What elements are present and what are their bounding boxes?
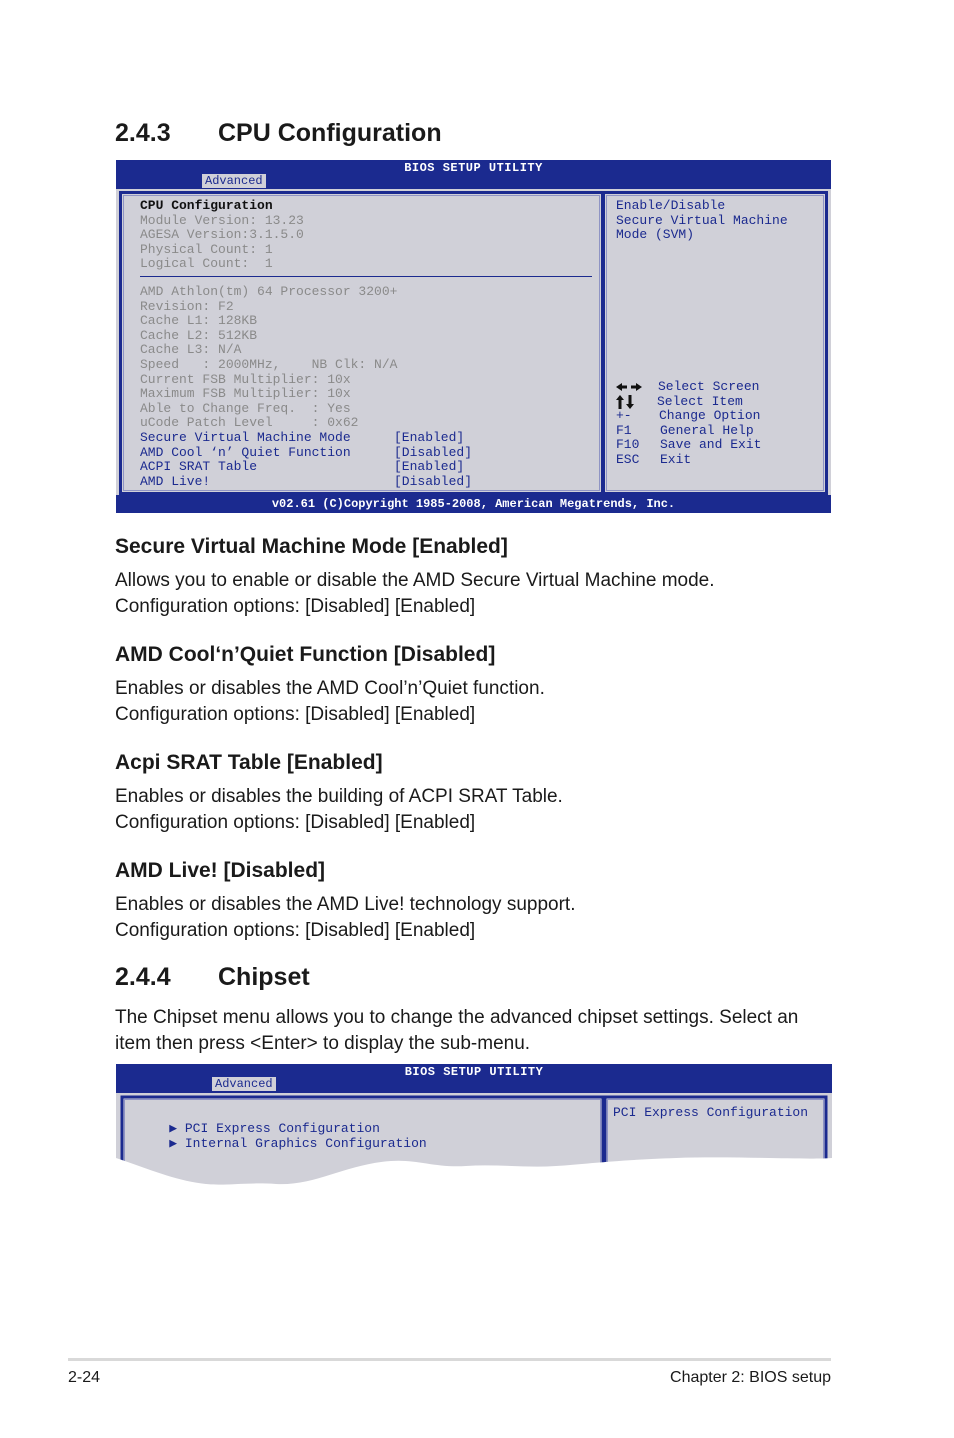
triangle-right-icon: ▶ <box>169 1121 185 1136</box>
info-line: Physical Count: 1 <box>140 241 273 257</box>
item-description-cool-n-quiet <box>115 676 835 728</box>
key-desc: Select Item <box>657 393 743 409</box>
key-desc: General Help <box>660 422 754 438</box>
cpu-line: Maximum FSB Multiplier: 10x <box>140 386 351 402</box>
bios-title: BIOS SETUP UTILITY <box>404 1065 544 1079</box>
item-heading-amd-live: AMD Live! [Disabled] <box>115 859 326 882</box>
cpu-config-header: CPU Configuration <box>140 198 273 213</box>
help-text: PCI Express Configuration <box>613 1105 809 1120</box>
option-value: [Enabled] <box>394 459 465 475</box>
item-heading-cool-n-quiet: AMD Cool‘n’Quiet Function [Disabled] <box>115 643 496 666</box>
cpu-line: Cache L1: 128KB <box>140 313 258 329</box>
chapter-label: Chapter 2: BIOS setup <box>670 1369 831 1386</box>
info-line: Module Version: 13.23 <box>140 212 304 228</box>
section-heading-chipset <box>115 963 310 992</box>
config-options-line: Configuration options: [Disabled] [Enabled] <box>115 704 476 725</box>
section-title: Chipset <box>218 963 310 991</box>
item-description-acpi-srat <box>115 784 835 836</box>
help-line: Mode (SVM) <box>616 227 695 243</box>
intro-line: The Chipset menu allows you to change the advanced chipset settings. Select an <box>115 1007 799 1028</box>
key-desc: Select Screen <box>658 379 760 394</box>
bios-help-panel <box>602 191 828 495</box>
config-options-line: Configuration options: [Disabled] [Enabled] <box>115 596 476 617</box>
bios-copyright: v02.61 (C)Copyright 1985-2008, American Megatrends, Inc. <box>116 495 831 513</box>
page-number: 2-24 <box>68 1369 101 1386</box>
description-line: Enables or disables the building of ACPI SRAT Table. <box>115 786 563 807</box>
cpu-line: Cache L3: N/A <box>140 342 242 358</box>
intro-line: item then press <Enter> to display the sub-menu. <box>115 1033 531 1054</box>
up-down-arrows-icon <box>616 395 646 409</box>
help-line: Secure Virtual Machine <box>616 212 788 228</box>
cpu-line: Cache L2: 512KB <box>140 327 258 343</box>
option-value: [Disabled] <box>394 444 473 460</box>
left-right-arrows-icon <box>616 380 646 394</box>
key-label: +- <box>616 408 632 424</box>
item-heading-svm: Secure Virtual Machine Mode [Enabled] <box>115 535 508 558</box>
chipset-intro <box>115 1005 845 1057</box>
description-line: Enables or disables the AMD Live! technology support. <box>115 894 576 915</box>
section-number: 2.4.3 <box>115 119 171 147</box>
triangle-right-icon: ▶ <box>169 1136 185 1151</box>
cpu-line: uCode Patch Level : 0x62 <box>140 415 359 431</box>
bios-tab-advanced[interactable]: Advanced <box>212 1077 276 1091</box>
bios-title-bar <box>116 160 831 189</box>
cpu-line: Current FSB Multiplier: 10x <box>140 371 351 387</box>
submenu-label: Internal Graphics Configuration <box>184 1136 427 1151</box>
option-value: [Enabled] <box>394 430 465 445</box>
item-description-svm <box>115 568 835 620</box>
key-desc: Save and Exit <box>660 437 762 453</box>
cpu-line: Revision: F2 <box>140 298 234 314</box>
footer-divider <box>68 1358 831 1361</box>
panel-divider <box>140 276 592 277</box>
item-description-amd-live <box>115 892 835 944</box>
submenu-label: PCI Express Configuration <box>184 1121 380 1136</box>
bios-screen-chipset <box>116 1064 832 1189</box>
option-label: AMD Live! <box>140 473 211 489</box>
option-label: AMD Cool ‘n’ Quiet Function <box>140 444 351 460</box>
bios-title: BIOS SETUP UTILITY <box>404 161 543 175</box>
bios-tab-advanced[interactable]: Advanced <box>202 174 266 188</box>
section-number: 2.4.4 <box>115 963 171 991</box>
config-options-line: Configuration options: [Disabled] [Enabled] <box>115 920 476 941</box>
option-label: Secure Virtual Machine Mode <box>140 430 351 445</box>
description-line: Allows you to enable or disable the AMD Secure Virtual Machine mode. <box>115 570 715 591</box>
info-line: Logical Count: 1 <box>140 256 273 272</box>
config-options-line: Configuration options: [Disabled] [Enabled] <box>115 812 476 833</box>
cpu-line: AMD Athlon(tm) 64 Processor 3200+ <box>140 284 398 299</box>
option-value: [Disabled] <box>394 473 473 489</box>
key-label: F1 <box>616 422 632 438</box>
cpu-line: Able to Change Freq. : Yes <box>140 400 351 416</box>
key-desc: Change Option <box>659 408 761 424</box>
key-desc: Exit <box>660 452 692 467</box>
bios-screen-cpu-configuration <box>116 160 831 513</box>
option-label: ACPI SRAT Table <box>140 459 258 475</box>
key-label: F10 <box>616 437 640 453</box>
item-heading-acpi-srat: Acpi SRAT Table [Enabled] <box>115 751 383 774</box>
info-line: AGESA Version:3.1.5.0 <box>140 227 304 243</box>
key-label: ESC <box>616 452 640 467</box>
cpu-line: Speed : 2000MHz, NB Clk: N/A <box>140 357 398 372</box>
bios-main-panel <box>119 191 604 495</box>
section-title: CPU Configuration <box>218 119 442 147</box>
submenu-item-internal-graphics[interactable] <box>138 1121 427 1166</box>
description-line: Enables or disables the AMD Cool’n’Quiet function. <box>115 678 545 699</box>
help-line: Enable/Disable <box>616 198 726 213</box>
section-heading-cpu-configuration <box>115 119 442 148</box>
